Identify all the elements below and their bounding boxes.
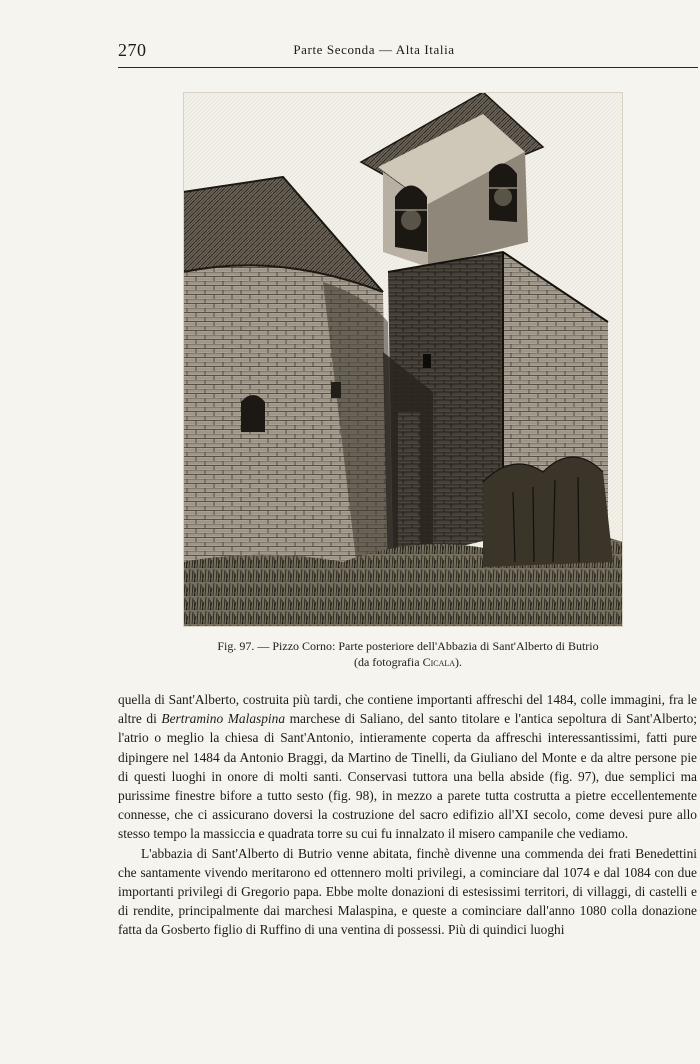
caption-line-2 xyxy=(118,654,698,670)
caption-credit-suffix: ). xyxy=(455,655,463,669)
caption-credit-name: Cicala xyxy=(422,655,456,669)
running-title: Parte Seconda — Alta Italia xyxy=(293,42,455,57)
figure-caption xyxy=(118,638,698,670)
page-number: 270 xyxy=(118,40,147,60)
paragraph-1-part-b: marchese di Saliano, del santo titolare e l'antica sepoltura di Sant'Alberto; l'atrio o meglio la chiesa di Sant'Antonio, intieramente coperta da affreschi interessantissimi, fatti pure dipingere nel 1484 da Antonio Braggi, da Martino de Tinelli, da Giuliano del Monte e da altre persone pie di questi luoghi in onore di molti santi. Conservasi tuttora una bella abside (fig. 97), due semplici ma purissime finestre bifore a tutto sesto (fig. 98), in mezzo a parete tutta costrutta a pietre eccellentemente connesse, che ci assicurano doversi la costruzione del sacro edifizio all'XI secolo, come devesi pure allo stesso tempo la massiccia e quadrata torre su cui fu innalzato il misero campanile che vediamo. xyxy=(118,711,697,842)
caption-line-1: Fig. 97. — Pizzo Corno: Parte posteriore dell'Abbazia di Sant'Alberto di Butrio xyxy=(217,639,599,653)
paragraph-1-italic-name: Bertramino Malaspina xyxy=(161,711,286,727)
page-header xyxy=(118,38,698,68)
body-text xyxy=(118,690,697,940)
caption-credit-prefix: (da fotografia xyxy=(353,655,423,669)
paragraph-2: L'abbazia di Sant'Alberto di Butrio venne abitata, finchè divenne una commenda dei frati Benedettini che santamente vivendo meritarono ed ottennero molti privilegi, a cominciare dal 1074 e dal 1084 con due importanti privilegi di Gregorio papa. Ebbe molte donazioni di estesissimi territori, di villaggi, di castelli e di rendite, principalmente dai marchesi Malaspina, e queste a cominciare dall'anno 1080 colla donazione fatta da Gosberto figlio di Ruffino di una ventina di possessi. Più di quindici luoghi xyxy=(118,845,697,938)
paragraph-1-part-a: quella di Sant'Alberto, costruita più tardi, che contiene importanti affreschi del 1484, colle immagini, fra le altre di xyxy=(118,692,697,727)
header-rule xyxy=(118,67,698,68)
figure-engraving-abbey xyxy=(183,92,623,627)
abbey-engraving-illustration xyxy=(183,92,623,627)
paragraph-1 xyxy=(118,690,697,844)
